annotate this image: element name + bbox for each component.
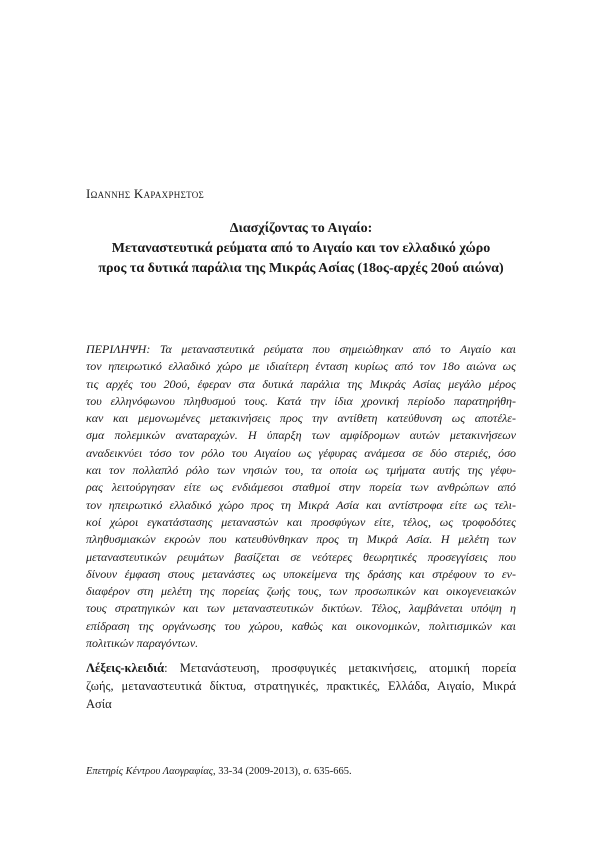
abstract-line: επίδραση της οργάνωσης του χώρου, καθώς και οικονομικών, πολιτισμικών και bbox=[86, 618, 516, 633]
citation-details: , 33-34 (2009-2013), σ. 635-665. bbox=[213, 766, 352, 777]
title-line-1: Διασχίζοντας το Αιγαίο: bbox=[229, 221, 373, 236]
abstract-line: πληθυσμιακών εκροών που κατευθύνθηκαν προς τη Μικρά Ασία. Η μελέτη των bbox=[86, 532, 516, 547]
citation-journal: Επετηρίς Κέντρου Λαογραφίας bbox=[86, 766, 214, 777]
abstract-line: σμα πολεμικών αναταραχών. Η ύπαρξη των αμφίδρομων αυτών μετακινήσεων bbox=[86, 428, 516, 443]
keywords bbox=[86, 659, 516, 713]
abstract-line: ΠΕΡΙΛΗΨΗ: Τα μεταναστευτικά ρεύματα που σημειώθηκαν από το Αιγαίο και bbox=[86, 342, 517, 356]
abstract-line: πολιτικών παραγόντων. bbox=[86, 636, 199, 651]
title-line-3: προς τα δυτικά παράλια της Μικράς Ασίας (18ος-αρχές 20ού αιώνα) bbox=[98, 261, 504, 276]
author-name: Ιωαννης Καραχρηστος bbox=[86, 186, 205, 201]
abstract-line: ρας λειτούργησαν είτε ως ενδιάμεσοι σταθμοί στην πορεία των ανθρώπων από bbox=[86, 480, 516, 495]
abstract-line: αναδεικνύει τόσο τον ρόλο του Αιγαίου ως γέφυρας ανάμεσα σε δύο στεριές, όσο bbox=[86, 445, 516, 460]
abstract-line: και τον πολλαπλό ρόλο των νησιών του, τα οποία ως τμήματα αυτής της γέφυ- bbox=[86, 463, 516, 478]
keywords-line: Ασία bbox=[86, 697, 112, 711]
abstract-line: του ελληνόφωνου πληθυσμού τους. Κατά την ίδια χρονική περίοδο παρατηρήθη- bbox=[86, 393, 516, 408]
article-title bbox=[86, 219, 516, 279]
citation bbox=[86, 766, 352, 777]
abstract-line: διαφέρον στη μελέτη της πορείας ζωής τους, των προσωπικών και οικογενειακών bbox=[86, 584, 516, 599]
abstract-line: μεταναστευτικών ρευμάτων βασίζεται σε νεότερες θεωρητικές προσεγγίσεις που bbox=[86, 549, 516, 564]
abstract-line: τους στρατηγικών και των μεταναστευτικών δικτύων. Τέλος, λαμβάνεται υπόψη η bbox=[86, 601, 516, 616]
abstract-line: καν και μεμονωμένες μετακινήσεις προς την αντίθετη κατεύθυνση ως αποτέλε- bbox=[86, 411, 516, 426]
abstract bbox=[86, 341, 516, 652]
abstract-line: τον ηπειρωτικό ελλαδικό χώρο προς τη Μικρά Ασία και αντίστροφα είτε ως τελι- bbox=[86, 497, 516, 512]
keywords-line: ζωής, μεταναστευτικά δίκτυα, στρατηγικές, πρακτικές, Ελλάδα, Αιγαίο, Μικρά bbox=[86, 679, 516, 693]
abstract-line: τον ηπειρωτικό ελλαδικό χώρο με ιδιαίτερη ένταση κυρίως από τον 18ο αιώνα ως bbox=[86, 359, 516, 374]
abstract-line: κοί χώροι εγκατάστασης μεταναστών και προσφύγων είτε, τέλος, ως τροφοδότες bbox=[86, 514, 516, 529]
abstract-line: τις αρχές του 20ού, έφεραν στα δυτικά παράλια της Μικράς Ασίας μεγάλο μέρος bbox=[86, 376, 516, 391]
keywords-line: Λέξεις-κλειδιά: Μετανάστευση, προσφυγικές μετακινήσεις, ατομική πορεία bbox=[86, 661, 516, 675]
abstract-label: ΠΕΡΙΛΗΨΗ: bbox=[86, 342, 151, 356]
title-line-2: Μεταναστευτικά ρεύματα από το Αιγαίο και τον ελλαδικό χώρο bbox=[111, 241, 491, 256]
abstract-line: δίνουν έμφαση στους μετανάστες ως υποκείμενα της δράσης και στρέφουν το εν- bbox=[86, 566, 516, 581]
keywords-label: Λέξεις-κλειδιά bbox=[86, 661, 165, 675]
